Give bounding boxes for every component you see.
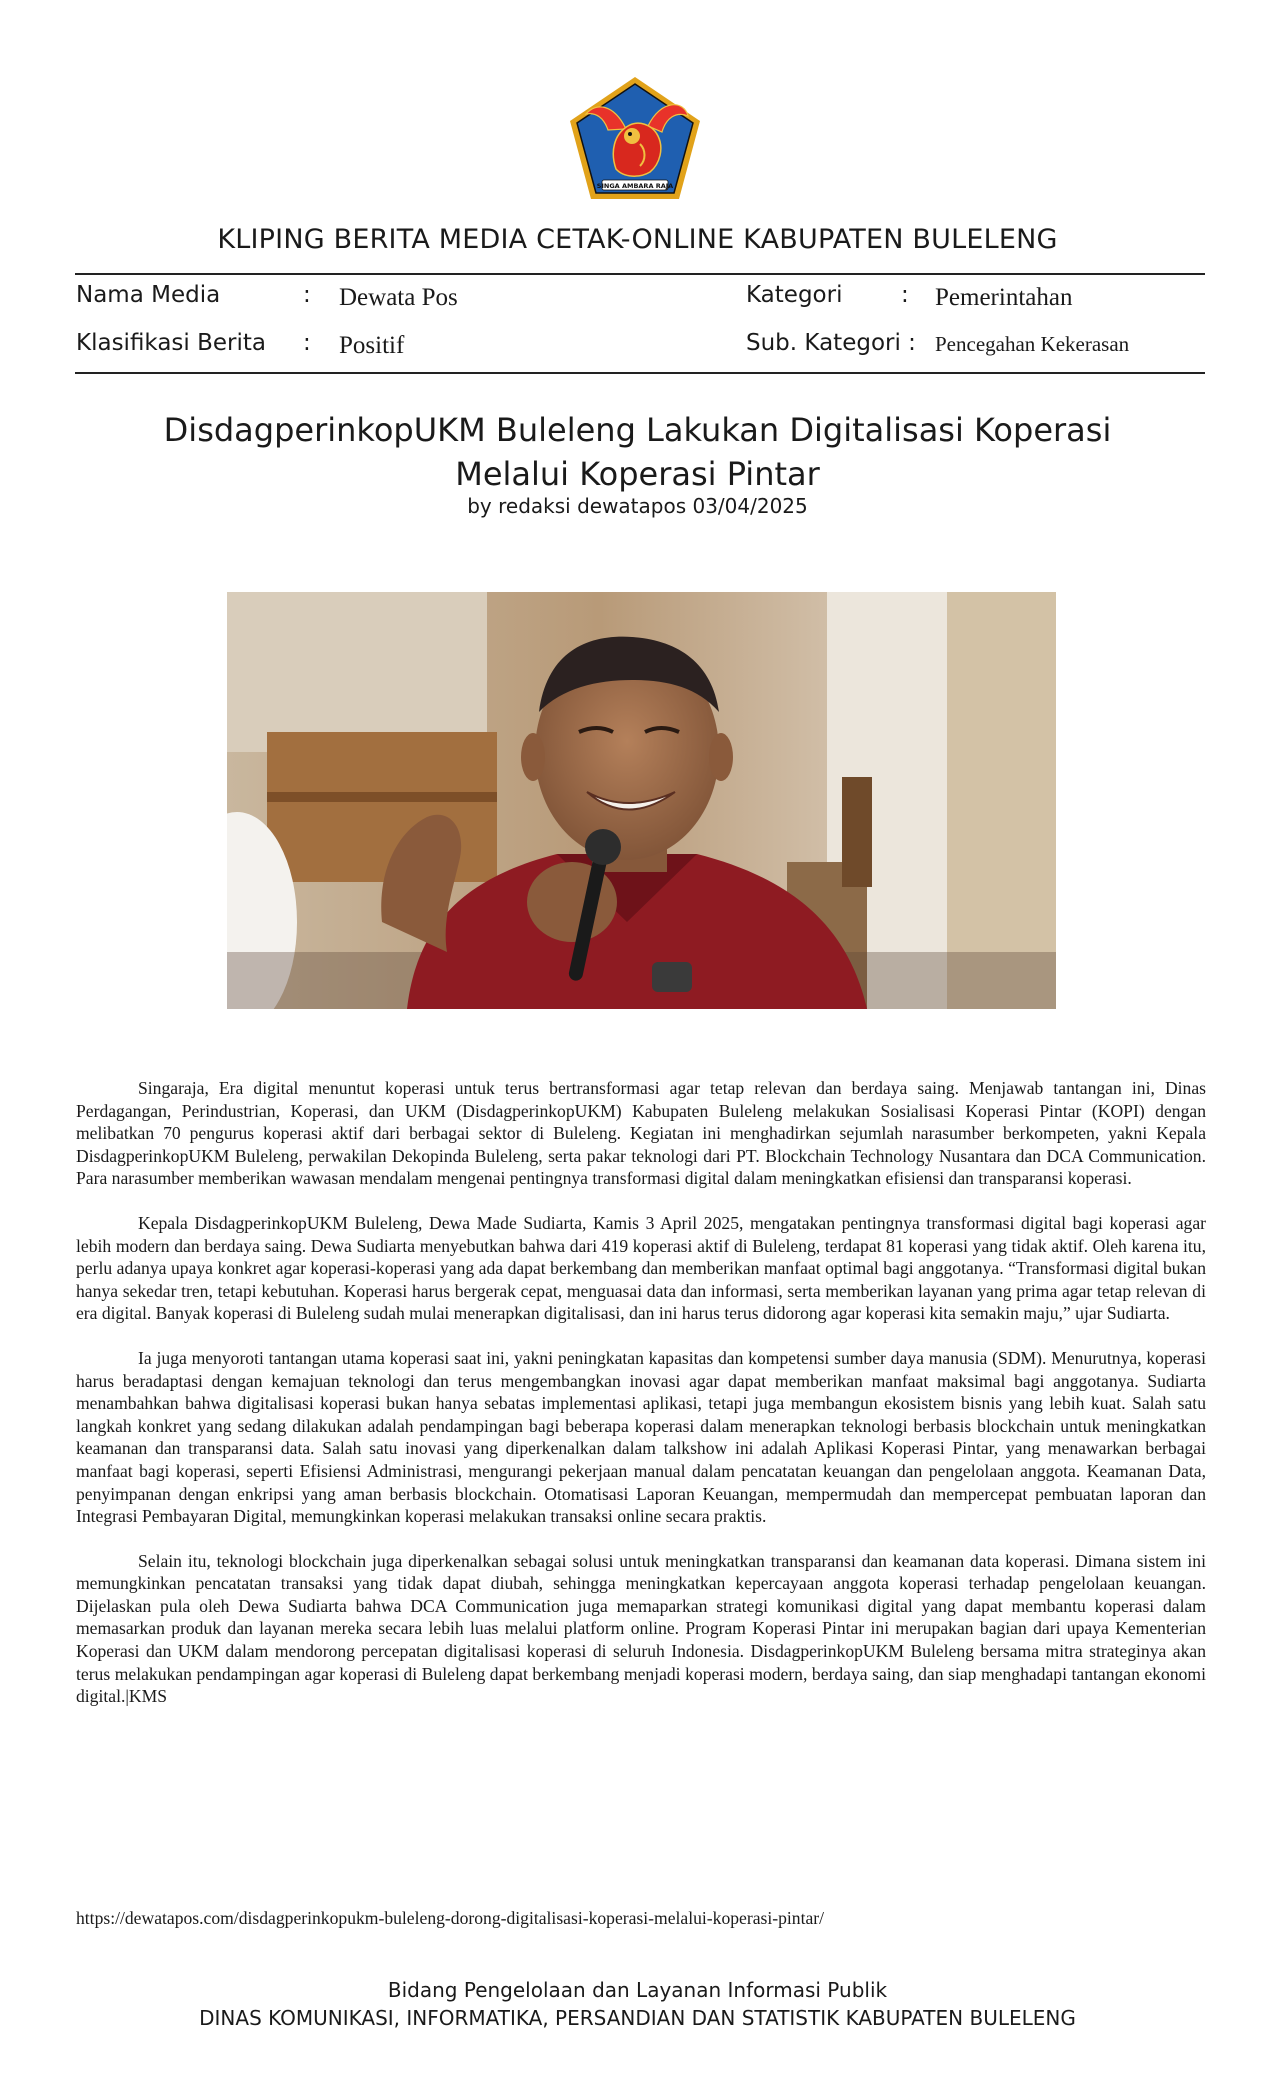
subkategori-value: Pencegahan Kekerasan [935,332,1130,356]
masthead-title: KLIPING BERITA MEDIA CETAK-ONLINE KABUPATEN BULELENG [217,224,1058,255]
klasifikasi-separator: : [303,330,311,356]
article-photo [227,592,1056,1009]
logo-motto: SINGA AMBARA RAJA [596,182,674,190]
article-body [76,1077,1206,1730]
source-url-link[interactable]: https://dewatapos.com/disdagperinkopukm-buleleng-dorong-digitalisasi-koperasi-melalui-koperasi-pintar/ [76,1908,825,1928]
byline: by redaksi dewatapos 03/04/2025 [467,494,808,518]
footer-line-2: DINAS KOMUNIKASI, INFORMATIKA, PERSANDIAN DAN STATISTIK KABUPATEN BULELENG [199,2006,1076,2030]
article-paragraph-4: Selain itu, teknologi blockchain juga diperkenalkan sebagai solusi untuk meningkatkan transparansi dan keamanan data koperasi. Dimana sistem ini memungkinkan pencatatan transaksi yang tidak dapat diubah, sehingga meningkatkan kepercayaan anggota koperasi terhadap pengelolaan keuangan. Dijelaskan pula oleh Dewa Sudiarta bahwa DCA Communication juga memaparkan strategi komunikasi digital yang dapat membantu koperasi dalam memasarkan produk dan layanan mereka secara lebih luas melalui platform online. Program Koperasi Pintar ini merupakan bagian dari upaya Kementerian Koperasi dan UKM dalam mendorong percepatan digitalisasi koperasi di seluruh Indonesia. DisdagperinkopUKM Buleleng bersama mitra strateginya akan terus melakukan pendampingan agar koperasi di Buleleng dapat berkembang menjadi koperasi modern, berdaya saing, dan siap menghadapi tantangan ekonomi digital.|KMS [76,1550,1206,1707]
media-label: Nama Media [76,282,221,308]
footer-line-1: Bidang Pengelolaan dan Layanan Informasi Publik [387,1978,888,2002]
kategori-value: Pemerintahan [935,284,1073,311]
media-value: Dewata Pos [339,284,458,311]
media-separator: : [303,282,311,308]
article-paragraph-1: Singaraja, Era digital menuntut koperasi untuk terus bertransformasi agar tetap relevan dan berdaya saing. Menjawab tantangan ini, Dinas Perdagangan, Perindustrian, Koperasi, dan UKM (DisdagperinkopUKM) Kabupaten Buleleng melakukan Sosialisasi Koperasi Pintar (KOPI) dengan melibatkan 70 pengurus koperasi aktif dari berbagai sektor di Buleleng. Kegiatan ini menghadirkan sejumlah narasumber berkompeten, yakni Kepala DisdagperinkopUKM Buleleng, perwakilan Dekopinda Buleleng, serta pakar teknologi dari PT. Blockchain Technology Nusantara dan DCA Communication. Para narasumber memberikan wawasan mendalam mengenai pentingnya transformasi digital dalam meningkatkan efisiensi dan transparansi koperasi. [76,1078,1206,1189]
divider-top [75,273,1205,275]
headline-line-2: Melalui Koperasi Pintar [455,455,820,493]
article-paragraph-3: Ia juga menyoroti tantangan utama koperasi saat ini, yakni peningkatan kapasitas dan kompetensi sumber daya manusia (SDM). Menurutnya, koperasi harus beradaptasi dengan kemajuan teknologi dan terus mengembangkan inovasi agar dapat memberikan manfaat maksimal bagi anggotanya. Sudiarta menambahkan bahwa digitalisasi koperasi bukan hanya sebatas implementasi aplikasi, tetapi juga membangun ekosistem bisnis yang lebih kuat. Salah satu langkah konkret yang sedang dilakukan adalah pendampingan bagi beberapa koperasi dalam menerapkan teknologi berbasis blockchain untuk meningkatkan keamanan dan transparansi data. Salah satu inovasi yang diperkenalkan dalam talkshow ini adalah Aplikasi Koperasi Pintar, yang menawarkan berbagai manfaat bagi koperasi, seperti Efisiensi Administrasi, mengurangi pekerjaan manual dalam pencatatan keuangan dan pengelolaan anggota. Keamanan Data, penyimpanan dengan enkripsi yang aman berbasis blockchain. Otomatisasi Laporan Keuangan, mempermudah dan mempercepat pembuatan laporan dan Integrasi Pembayaran Digital, memungkinkan koperasi melakukan transaksi online secara praktis. [76,1347,1206,1527]
divider-bottom [75,372,1205,374]
kategori-separator: : [901,282,909,308]
subkategori-label: Sub. Kategori : [746,330,916,356]
regency-emblem-logo [566,74,704,202]
article-paragraph-2: Kepala DisdagperinkopUKM Buleleng, Dewa Made Sudiarta, Kamis 3 April 2025, mengatakan pentingnya transformasi digital bagi koperasi agar lebih modern dan berdaya saing. Dewa Sudiarta menyebutkan bahwa dari 419 koperasi aktif di Buleleng, terdapat 81 koperasi yang tidak aktif. Oleh karena itu, perlu adanya upaya konkret agar koperasi-koperasi yang ada dapat berkembang dan memberikan manfaat optimal bagi anggotanya. “Transformasi digital bukan hanya sekedar tren, tetapi kebutuhan. Koperasi harus bergerak cepat, menguasai data dan informasi, serta memberikan layanan yang prima agar tetap relevan di era digital. Banyak koperasi di Buleleng sudah mulai menerapkan digitalisasi, dan ini harus terus didorong agar koperasi kita semakin maju,” ujar Sudiarta. [76,1212,1206,1324]
kategori-label: Kategori [746,282,843,308]
klasifikasi-label: Klasifikasi Berita [76,330,267,356]
klasifikasi-value: Positif [339,332,405,359]
headline-line-1: DisdagperinkopUKM Buleleng Lakukan Digitalisasi Koperasi [163,411,1112,449]
